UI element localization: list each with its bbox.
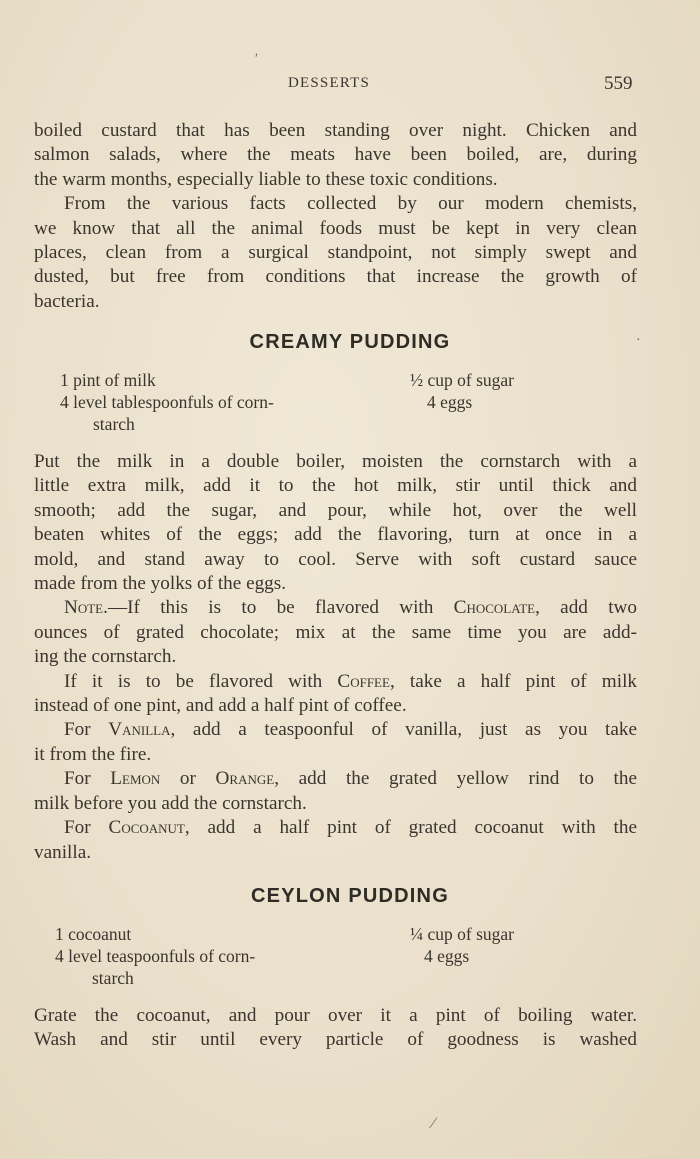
note-line: ing the cornstarch. xyxy=(34,646,177,668)
method-line: mold, and stand away to cool. Serve with soft custard sauce xyxy=(34,548,637,570)
page-number: 559 xyxy=(604,73,633,94)
intro-line: salmon salads, where the meats have been boiled, are, during xyxy=(34,144,637,166)
variation-text: , take a half pint of milk xyxy=(389,670,637,692)
flavor-cocoanut: Cocoanut xyxy=(108,817,185,839)
creamy-method xyxy=(34,450,637,865)
paper-speck: ⁄ xyxy=(432,1115,435,1132)
ingredient-item: 1 pint of milk xyxy=(60,370,156,390)
intro-line: boiled custard that has been standing over night. Chicken and xyxy=(34,120,637,141)
ingredient-item: starch xyxy=(93,414,135,434)
coffee-line: instead of one pint, and add a half pint of coffee. xyxy=(34,695,407,717)
flavor-chocolate: Chocolate xyxy=(453,597,536,619)
vanilla-line xyxy=(34,718,637,742)
flavor-vanilla: Vanilla xyxy=(108,719,171,741)
intro-line: we know that all the animal foods must be kept in very clean xyxy=(34,217,637,239)
ingredient-item: ½ cup of sugar xyxy=(410,370,515,390)
variation-text: , add the grated yellow rind to the xyxy=(274,768,637,790)
paper-speck: ʹ xyxy=(255,52,259,67)
method-line: Put the milk in a double boiler, moisten the cornstarch with a xyxy=(34,451,637,472)
method-line: made from the yolks of the eggs. xyxy=(34,573,287,595)
note-label: Note. xyxy=(64,597,108,619)
ceylon-pudding-heading: CEYLON PUDDING xyxy=(251,885,449,907)
cocoanut-line xyxy=(34,816,637,840)
ingredient-item: 1 cocoanut xyxy=(55,924,132,944)
lemon-line xyxy=(34,767,637,791)
vanilla-line: it from the fire. xyxy=(34,743,152,765)
flavor-orange: Orange xyxy=(215,768,275,790)
paper-speck: · xyxy=(636,333,641,348)
ingredient-item: 4 level tablespoonfuls of corn- xyxy=(60,392,274,412)
flavor-lemon: Lemon xyxy=(110,768,161,790)
note-line: ounces of grated chocolate; mix at the same time you are add- xyxy=(34,621,637,643)
note-text: If this is to be flavored with xyxy=(127,597,454,619)
method-line: little extra milk, add it to the hot milk, stir until thick and xyxy=(34,475,637,497)
variation-text: If it is to be flavored with xyxy=(64,670,338,692)
flavor-coffee: Coffee xyxy=(337,670,390,692)
cocoanut-line: vanilla. xyxy=(34,841,92,863)
variation-text: For xyxy=(64,817,109,839)
method-line: Wash and stir until every particle of goodness is washed xyxy=(34,1029,637,1051)
intro-line: dusted, but free from conditions that increase the growth of xyxy=(34,266,637,288)
coffee-line xyxy=(34,670,637,694)
note-dash: — xyxy=(107,597,128,619)
intro-text xyxy=(34,119,637,314)
method-line: beaten whites of the eggs; add the flavoring, turn at once in a xyxy=(34,524,637,546)
method-line: smooth; add the sugar, and pour, while hot, over the well xyxy=(34,499,637,521)
ingredient-item: ¼ cup of sugar xyxy=(410,924,515,944)
note-text: , add two xyxy=(535,597,637,619)
ceylon-method xyxy=(34,1004,637,1053)
creamy-ingredients xyxy=(0,369,700,439)
intro-line: the warm months, especially liable to these toxic conditions. xyxy=(34,168,498,190)
lemon-line: milk before you add the cornstarch. xyxy=(34,792,307,814)
ingredient-item: 4 eggs xyxy=(427,392,473,412)
variation-text: For xyxy=(64,719,109,741)
intro-line: bacteria. xyxy=(34,290,100,312)
variation-text: , add a half pint of grated cocoanut with the xyxy=(184,817,637,839)
variation-text: For xyxy=(64,768,111,790)
ingredient-item: 4 level teaspoonfuls of corn- xyxy=(55,946,256,966)
intro-line: places, clean from a surgical standpoint, not simply swept and xyxy=(34,242,637,264)
variation-text: , add a teaspoonful of vanilla, just as you take xyxy=(170,719,638,741)
method-line: Grate the cocoanut, and pour over it a pint of boiling water. xyxy=(34,1005,637,1026)
intro-line: From the various facts collected by our modern chemists, xyxy=(64,193,637,215)
creamy-pudding-heading: CREAMY PUDDING xyxy=(249,331,451,353)
running-head xyxy=(0,73,700,97)
running-title: DESSERTS xyxy=(288,75,371,91)
ingredient-item: 4 eggs xyxy=(424,946,470,966)
ceylon-ingredients xyxy=(0,923,700,993)
note-line xyxy=(34,596,637,620)
variation-text: or xyxy=(160,768,216,790)
ingredient-item: starch xyxy=(92,968,134,988)
